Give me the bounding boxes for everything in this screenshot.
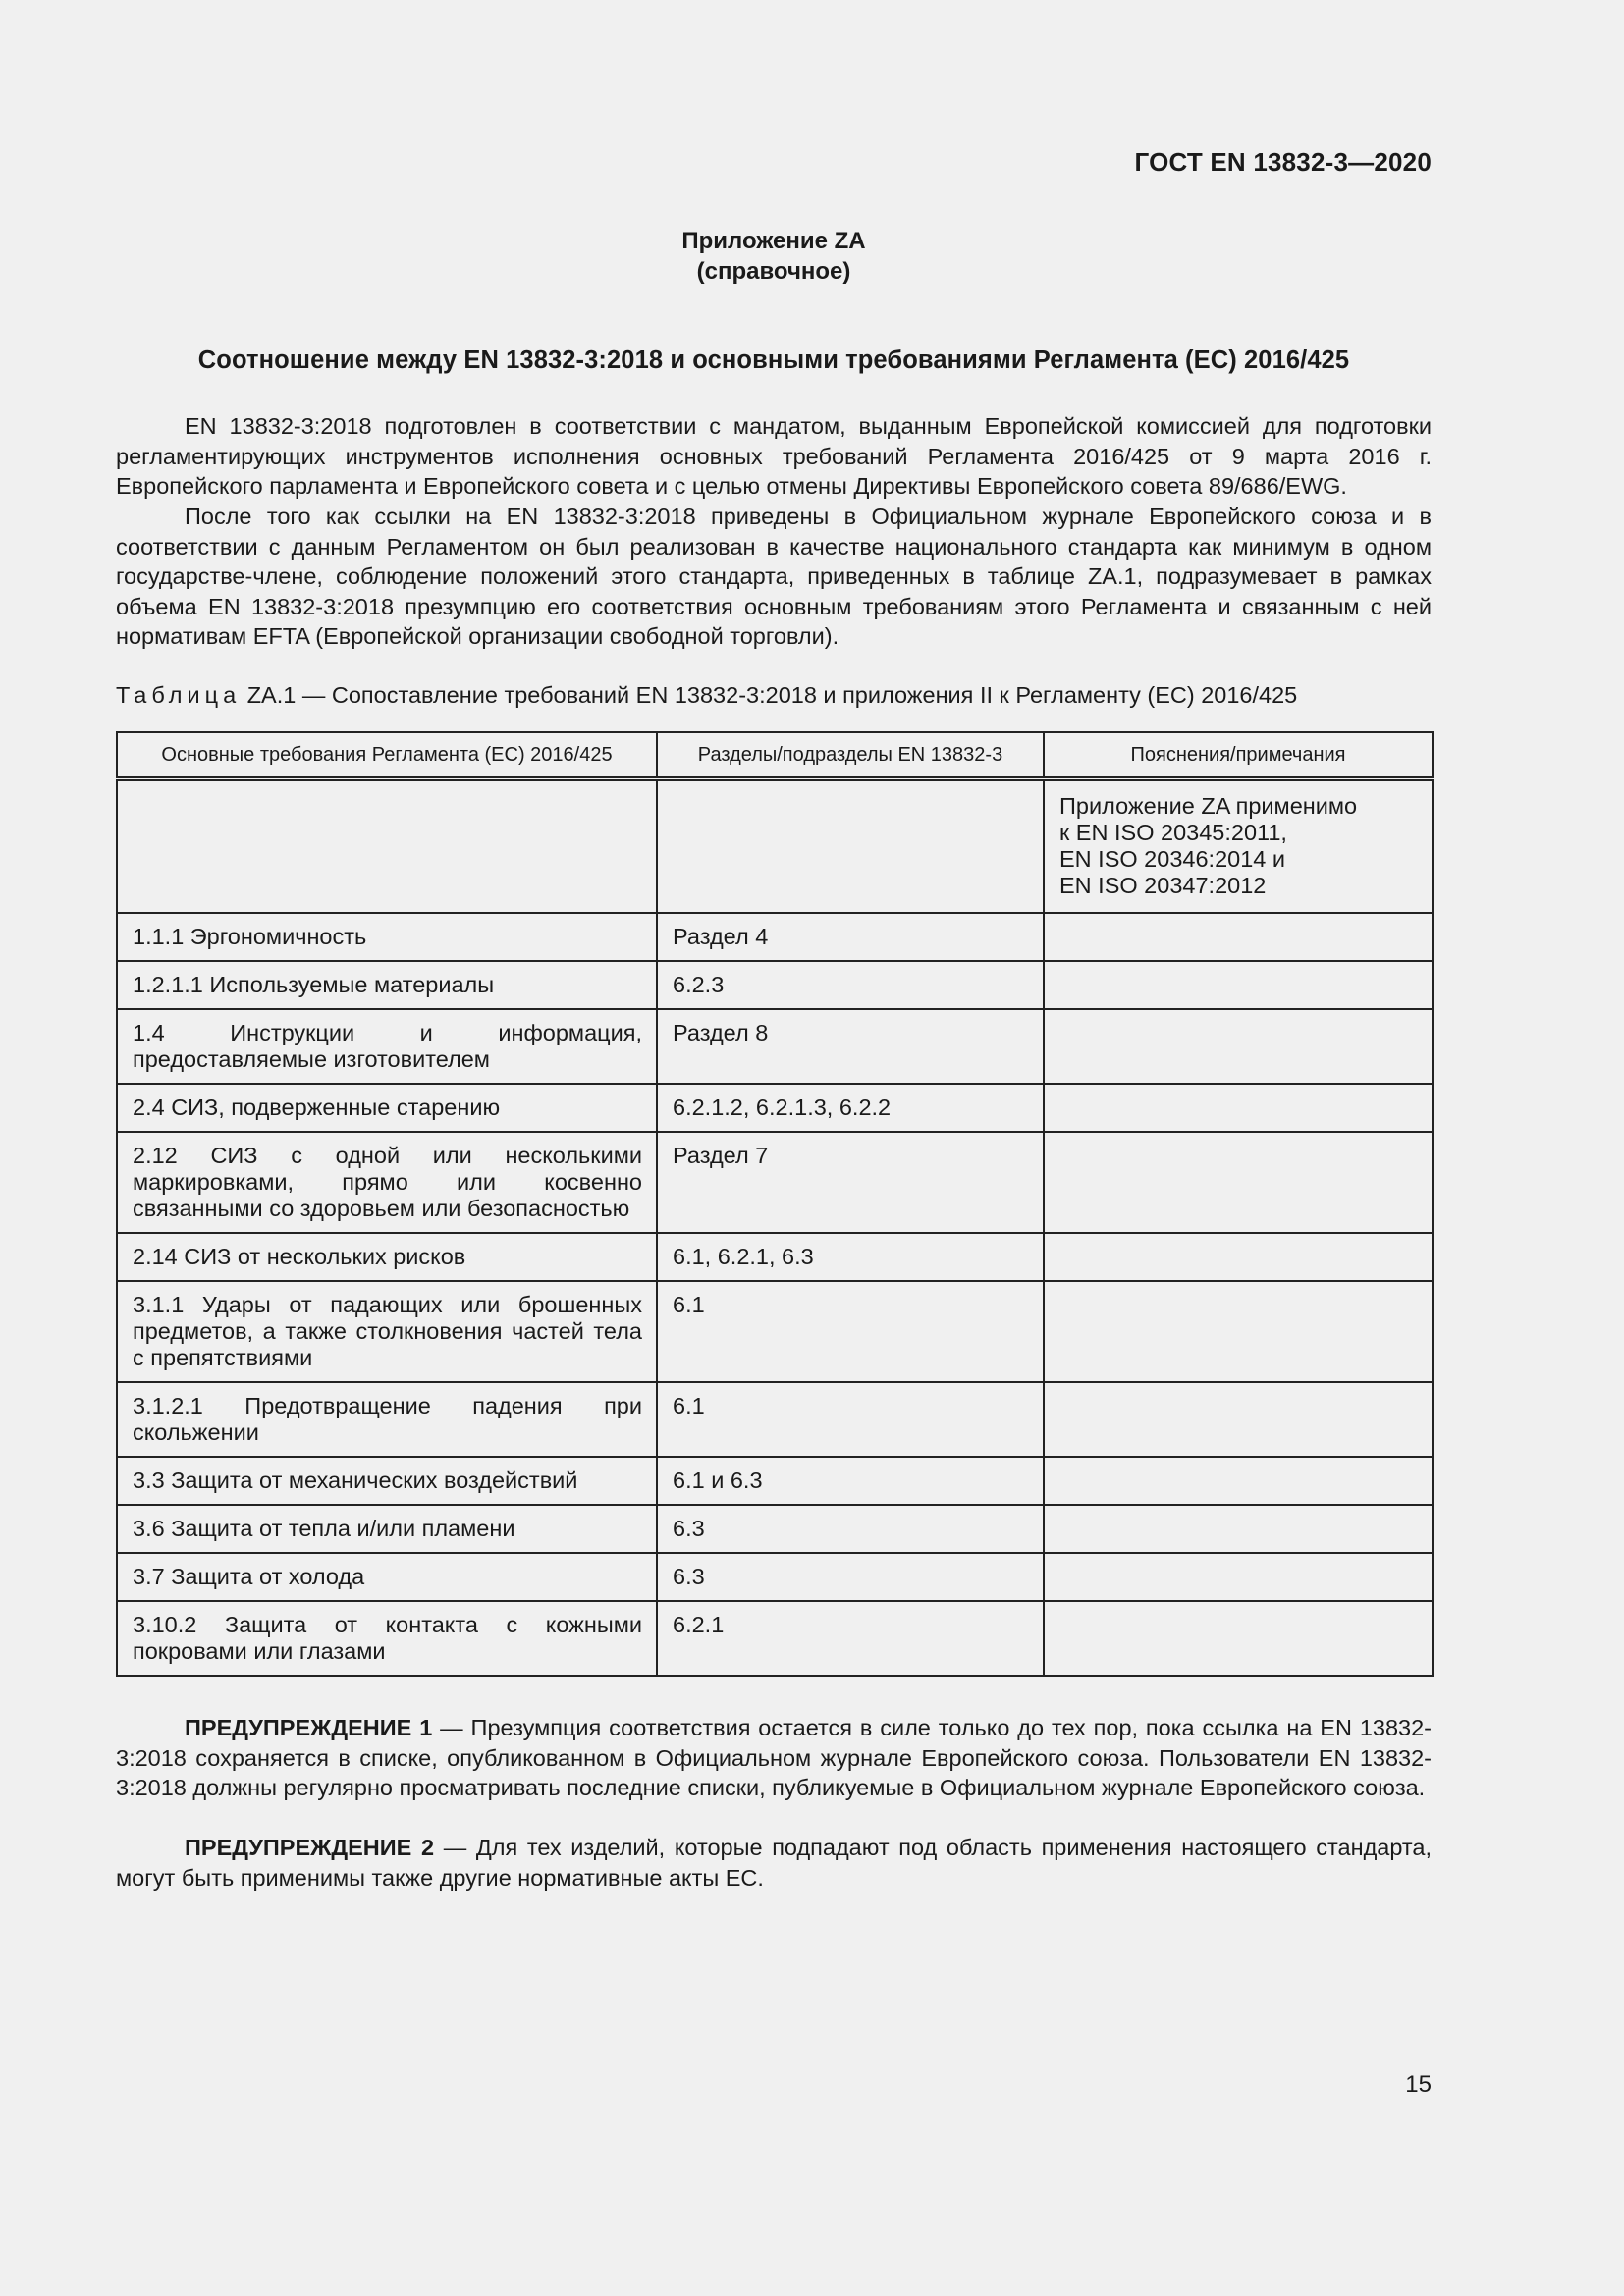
- warning-2-label: ПРЕДУПРЕЖДЕНИЕ 2: [185, 1835, 435, 1860]
- requirement-cell: 3.6 Защита от тепла и/или пламени: [117, 1505, 657, 1553]
- section-cell: Раздел 8: [657, 1009, 1044, 1084]
- requirement-cell: 1.2.1.1 Используемые материалы: [117, 961, 657, 1009]
- table-caption: [116, 680, 1432, 710]
- requirement-cell: 2.4 СИЗ, подверженные старению: [117, 1084, 657, 1132]
- table-row: [117, 1382, 1433, 1457]
- note-cell: [1044, 1505, 1433, 1553]
- header-sections: Разделы/подразделы EN 13832-3: [657, 732, 1044, 779]
- requirement-cell: 3.1.2.1 Предотвращение падения при скольжении: [117, 1382, 657, 1457]
- requirement-cell: 3.3 Защита от механических воздействий: [117, 1457, 657, 1505]
- note-cell: [1044, 1553, 1433, 1601]
- table-row: [117, 1281, 1433, 1382]
- section-cell: 6.2.1: [657, 1601, 1044, 1676]
- warning-2: [116, 1833, 1432, 1893]
- table-row-intro: [117, 779, 1433, 914]
- table-caption-text: ZA.1 — Сопоставление требований EN 13832-3:2018 и приложения II к Регламенту (ЕС) 2016/425: [246, 682, 1298, 708]
- table-cell: [657, 779, 1044, 914]
- table-caption-word: Таблица: [116, 682, 242, 708]
- requirements-table: [116, 731, 1434, 1677]
- paragraph-2: После того как ссылки на EN 13832-3:2018 приведены в Официальном журнале Европейского союза и в соответствии с данным Регламентом он был реализован в качестве национального стандарта как минимум в одном государстве-члене, соблюдение положений этого стандарта, приведенных в таблице ZA.1, подразумевает в рамках объема EN 13832-3:2018 презумпцию его соответствия основным требованиям этого Регламента и связанным с ней нормативам EFTA (Европейской организации свободной торговли).: [116, 504, 1432, 649]
- table-row: [117, 1084, 1433, 1132]
- note-cell: [1044, 913, 1433, 961]
- section-cell: 6.1: [657, 1281, 1044, 1382]
- requirement-cell: 1.4 Инструкции и информация, предоставляемые изготовителем: [117, 1009, 657, 1084]
- table-header-row: [117, 732, 1433, 779]
- section-cell: 6.2.3: [657, 961, 1044, 1009]
- appendix-subtitle: (справочное): [696, 258, 851, 285]
- header-notes: Пояснения/примечания: [1044, 732, 1433, 779]
- note-cell: [1044, 1281, 1433, 1382]
- note-cell: [1044, 961, 1433, 1009]
- section-cell: 6.1 и 6.3: [657, 1457, 1044, 1505]
- section-cell: 6.2.1.2, 6.2.1.3, 6.2.2: [657, 1084, 1044, 1132]
- table-row: [117, 1132, 1433, 1233]
- table-row: [117, 1457, 1433, 1505]
- table-row: [117, 1601, 1433, 1676]
- section-cell: Раздел 7: [657, 1132, 1044, 1233]
- paragraph-1: EN 13832-3:2018 подготовлен в соответствии с мандатом, выданным Европейской комиссией для подготовки регламентирующих инструментов исполнения основных требований Регламента 2016/425 от 9 марта 2016 г. Европейского парламента и Европейского совета и с целью отмены Директивы Европейского совета 89/686/EWG.: [116, 413, 1432, 499]
- requirement-cell: 2.12 СИЗ с одной или несколькими маркировками, прямо или косвенно связанными со здоровьем или безопасностью: [117, 1132, 657, 1233]
- warning-2-text: — Для тех изделий, которые подпадают под область применения настоящего стандарта, могут быть применимы также другие нормативные акты ЕС.: [116, 1835, 1433, 1891]
- header-requirements: Основные требования Регламента (ЕС) 2016/425: [117, 732, 657, 779]
- requirement-cell: 3.1.1 Удары от падающих или брошенных предметов, а также столкновения частей тела с препятствиями: [117, 1281, 657, 1382]
- requirement-cell: 2.14 СИЗ от нескольких рисков: [117, 1233, 657, 1281]
- table-row: [117, 1505, 1433, 1553]
- document-code: ГОСТ EN 13832-3—2020: [1134, 147, 1432, 177]
- table-row: [117, 961, 1433, 1009]
- table-row: [117, 913, 1433, 961]
- note-cell: [1044, 1084, 1433, 1132]
- note-cell: [1044, 1233, 1433, 1281]
- page-number: 15: [1405, 2071, 1432, 2098]
- requirement-cell: 3.10.2 Защита от контакта с кожными покровами или глазами: [117, 1601, 657, 1676]
- requirement-cell: 3.7 Защита от холода: [117, 1553, 657, 1601]
- intro-note-cell: Приложение ZA применимо к EN ISO 20345:2011, EN ISO 20346:2014 и EN ISO 20347:2012: [1044, 779, 1433, 914]
- table-row: [117, 1553, 1433, 1601]
- section-cell: Раздел 4: [657, 913, 1044, 961]
- section-title: Соотношение между EN 13832-3:2018 и основными требованиями Регламента (ЕС) 2016/425: [197, 347, 1350, 374]
- section-cell: 6.3: [657, 1505, 1044, 1553]
- note-cell: [1044, 1601, 1433, 1676]
- section-cell: 6.1, 6.2.1, 6.3: [657, 1233, 1044, 1281]
- section-cell: 6.1: [657, 1382, 1044, 1457]
- section-cell: 6.3: [657, 1553, 1044, 1601]
- note-cell: [1044, 1382, 1433, 1457]
- appendix-title: Приложение ZA: [681, 228, 866, 254]
- warning-1: [116, 1713, 1432, 1803]
- appendix-heading: [116, 226, 1432, 287]
- table-row: [117, 1233, 1433, 1281]
- warning-1-label: ПРЕДУПРЕЖДЕНИЕ 1: [185, 1715, 433, 1740]
- note-cell: [1044, 1009, 1433, 1084]
- warning-1-text: — Презумпция соответствия остается в силе только до тех пор, пока ссылка на EN 13832-3:2018 сохраняется в списке, опубликованном в Официальном журнале Европейского союза. Пользователи EN 13832-3:2018 должны регулярно просматривать последние списки, публикуемые в Официальном журнале Европейского союза.: [116, 1715, 1432, 1800]
- requirement-cell: 1.1.1 Эргономичность: [117, 913, 657, 961]
- note-cell: [1044, 1457, 1433, 1505]
- note-cell: [1044, 1132, 1433, 1233]
- table-cell: [117, 779, 657, 914]
- table-row: [117, 1009, 1433, 1084]
